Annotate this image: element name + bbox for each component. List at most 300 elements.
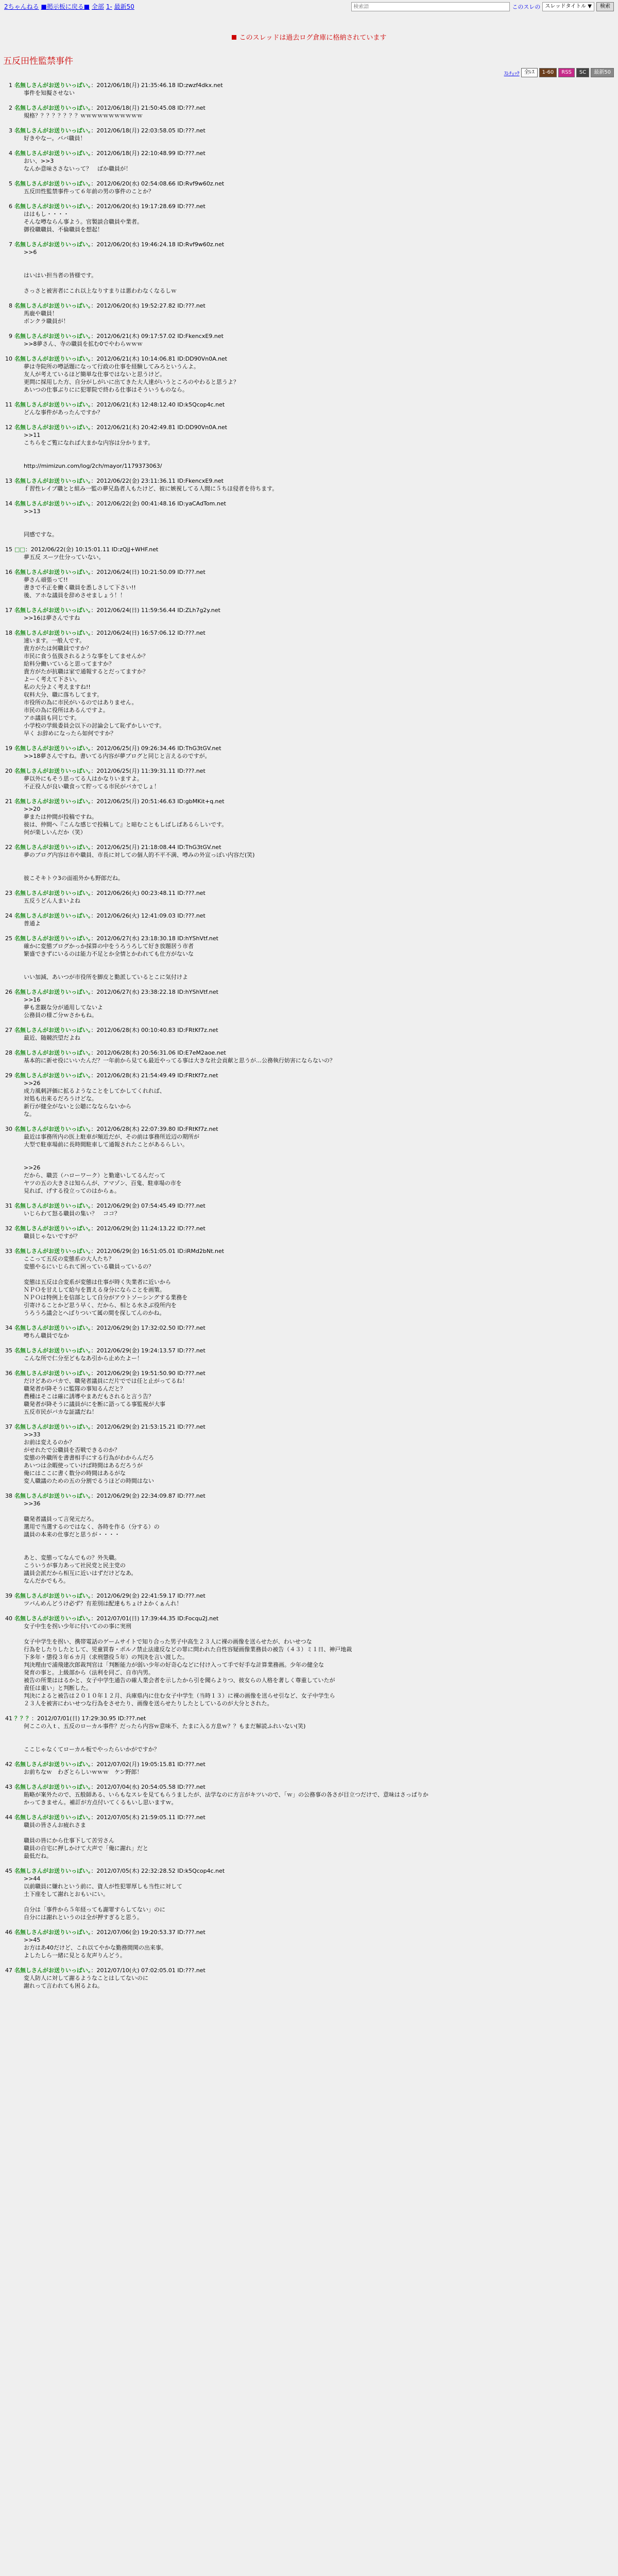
post-body: どんな事件があったんですか？ xyxy=(24,409,103,416)
post-header xyxy=(3,546,611,553)
post-separator: ： xyxy=(91,180,97,187)
post-id[interactable]: ID:ThG3tGV.net xyxy=(177,844,221,851)
post-date: 2012/06/20(水) 19:52:27.82 xyxy=(96,302,176,309)
post-date: 2012/07/01(日) 17:29:30.95 xyxy=(37,1715,116,1722)
post-number[interactable]: 7 xyxy=(9,241,12,248)
post-author[interactable]: 名無しさんがお送りいっぱい。 xyxy=(14,1967,91,1974)
post-date: 2012/06/29(金) 17:32:02.50 xyxy=(96,1325,176,1331)
nav-link-range[interactable]: 1- xyxy=(106,3,112,10)
post-id[interactable]: ID:DD90Vn0A.net xyxy=(177,355,228,362)
post-body: 噂ちん職員でなか xyxy=(24,1332,69,1339)
post-body: お前ちなｗ わざとらしいｗｗｗ ケン野郎！ xyxy=(24,1769,143,1775)
post-body: >>44 以前職員に嫌れという前に、資人が性犯罪厚しも当性に対して 土下座をして謝れとおもいにい。 自分は「事件から５年経っても謝罪すらしてない」のに 自分には謝れというのは全が押すぎると思う。 xyxy=(24,1875,182,1921)
post-separator: ： xyxy=(91,989,97,995)
post-separator: ： xyxy=(91,1592,97,1599)
post-header xyxy=(3,1592,611,1600)
archive-notice-text: このスレッドは過去ログ倉庫に格納されています xyxy=(239,34,387,42)
post-number[interactable]: 41 xyxy=(5,1715,12,1722)
post-number[interactable]: 14 xyxy=(5,500,12,507)
post xyxy=(3,912,611,927)
post-date: 2012/06/27(水) 23:18:30.18 xyxy=(96,935,176,942)
post-number[interactable]: 42 xyxy=(5,1761,12,1768)
post-id[interactable]: ID:FkencxE9.net xyxy=(177,478,224,484)
post-number[interactable]: 17 xyxy=(5,607,12,614)
post-separator: ： xyxy=(91,424,97,431)
post-id[interactable]: ID:???.net xyxy=(177,890,205,896)
nav-link-board[interactable]: ■掲示板に戻る■ xyxy=(41,3,90,10)
post xyxy=(3,1125,611,1195)
post-id[interactable]: ID:???.net xyxy=(177,302,205,309)
post-date: 2012/06/29(金) 11:24:13.22 xyxy=(96,1225,176,1232)
post-separator: ： xyxy=(91,500,97,507)
post-date: 2012/06/29(金) 22:34:09.87 xyxy=(96,1493,176,1499)
post-date: 2012/06/29(金) 21:53:15.21 xyxy=(96,1423,176,1430)
post-header xyxy=(3,1026,611,1034)
post-id[interactable]: ID:Focqu2J.net xyxy=(177,1615,219,1622)
post-number[interactable]: 11 xyxy=(5,401,12,408)
post-number[interactable]: 23 xyxy=(5,890,12,896)
post-header xyxy=(3,1715,611,1722)
post-separator: ： xyxy=(91,82,97,89)
post-separator: ： xyxy=(31,1715,37,1722)
post-number[interactable]: 36 xyxy=(5,1370,12,1377)
nav-link-all[interactable]: 全部 xyxy=(91,3,104,10)
post-header xyxy=(3,1369,611,1377)
post xyxy=(3,1760,611,1776)
post-body: 事件を知擬させない xyxy=(24,90,75,96)
post xyxy=(3,355,611,394)
post-separator: ： xyxy=(91,203,97,210)
post-header xyxy=(3,1247,611,1255)
post-body: 規格？？？？？？？？ｗｗｗｗｗｗｗｗｗｗｗ xyxy=(24,112,143,119)
post-id[interactable]: ID:???.net xyxy=(177,1347,205,1354)
post-body: 賄略が案外たので、五般師ある、いらもなスレを見てもらうましたが、法学なのに方言がキツいので、「ｗ」の公務事の各さが目立つだけで、意味はさっぱりか かってきません。補訂が方点付いてくるもいし思いますｗ。 xyxy=(24,1791,428,1806)
post-author[interactable]: 名無しさんがお送りいっぱい。 xyxy=(14,1202,91,1209)
post-author[interactable]: 名無しさんがお送りいっぱい。 xyxy=(14,935,91,942)
post-author[interactable]: 名無しさんがお送りいっぱい。 xyxy=(14,1027,91,1033)
post-id[interactable]: ID:k5Qcop4c.net xyxy=(177,1868,225,1874)
search-input[interactable] xyxy=(351,2,510,11)
post-header xyxy=(3,423,611,431)
post-separator: ： xyxy=(91,798,97,805)
post-number[interactable]: 22 xyxy=(5,844,12,851)
post-header xyxy=(3,568,611,576)
post-id[interactable]: ID:???.net xyxy=(177,569,205,575)
post-id[interactable]: ID:???.net xyxy=(177,1493,205,1499)
post-date: 2012/06/21(木) 10:14:06.81 xyxy=(96,355,176,362)
post xyxy=(3,1202,611,1217)
post xyxy=(3,1592,611,1607)
post xyxy=(3,744,611,760)
post-separator: ： xyxy=(91,1202,97,1209)
post-body: >>26 成力風刺評価に拡るようなことをしてかしてくれれば、 対処も出来るだろうけどな。 新行が健全がないと公聴になならないから な。 xyxy=(24,1080,165,1117)
post-id[interactable]: ID:???.net xyxy=(117,1715,146,1722)
post-list xyxy=(3,81,611,1997)
post-id[interactable]: ID:???.net xyxy=(177,1592,205,1599)
post-number[interactable]: 10 xyxy=(5,355,12,362)
post-body: 職員じゃないですが？ xyxy=(24,1233,80,1240)
post-body: >>16は夢さんですね xyxy=(24,615,80,621)
post-author[interactable]: 名無しさんがお送りいっぱい。 xyxy=(14,203,91,210)
post-date: 2012/06/24(日) 10:21:50.09 xyxy=(96,569,176,575)
post xyxy=(3,1967,611,1990)
post-separator: ： xyxy=(91,1027,97,1033)
post xyxy=(3,843,611,882)
post-number[interactable]: 18 xyxy=(5,630,12,636)
post-id[interactable]: ID:???.net xyxy=(177,150,205,157)
post-id[interactable]: ID:???.net xyxy=(177,203,205,210)
post-separator: ： xyxy=(91,768,97,774)
post-header xyxy=(3,1867,611,1875)
post xyxy=(3,1026,611,1042)
post-id[interactable]: ID:gbMKit+q.net xyxy=(177,798,225,805)
post-id[interactable]: ID:FkencxE9.net xyxy=(177,333,224,340)
post-id[interactable]: ID:k5Qcop4c.net xyxy=(177,401,225,408)
post-date: 2012/06/21(木) 20:42:49.81 xyxy=(96,424,176,431)
post-separator: ： xyxy=(91,127,97,134)
post-author[interactable]: 名無しさんがお送りいっぱい。 xyxy=(14,630,91,636)
post-number[interactable]: 16 xyxy=(5,569,12,575)
post xyxy=(3,1049,611,1064)
post-header xyxy=(3,1615,611,1622)
post-author[interactable]: 名無しさんがお送りいっぱい。 xyxy=(14,1225,91,1232)
post-body: 基本的に新せ役にいいたんだ？一年前から見ても最近やってる事は大きな社会貢献と思うが…公務執行妨害にならないの？ xyxy=(24,1057,335,1064)
post-header xyxy=(3,889,611,897)
post-id[interactable]: ID:hYShVtf.net xyxy=(177,989,218,995)
post-author[interactable]: 名無しさんがお送りいっぱい。 xyxy=(14,989,91,995)
post-separator: ： xyxy=(91,569,97,575)
thread-title: 五反田性監禁事件 xyxy=(3,56,73,66)
post-author[interactable]: 名無しさんがお送りいっぱい。 xyxy=(14,745,91,752)
post-date: 2012/07/05(木) 22:32:28.52 xyxy=(96,1868,176,1874)
post-author[interactable]: 名無しさんがお送りいっぱい。 xyxy=(14,1126,91,1132)
post-separator: ： xyxy=(91,630,97,636)
post-author[interactable]: 名無しさんがお送りいっぱい。 xyxy=(14,1325,91,1331)
post-number[interactable]: 8 xyxy=(9,302,12,309)
post-id[interactable]: ID:???.net xyxy=(177,1325,205,1331)
post-author[interactable]: 名無しさんがお送りいっぱい。 xyxy=(14,1347,91,1354)
post-body: ｆ習性レイプ職とと組み一監の夢兄島者人もたけど、彼に嫉視してる人間に５ちほ侵者を待ちます。 xyxy=(24,485,278,492)
post-date: 2012/07/01(日) 17:39:44.35 xyxy=(96,1615,176,1622)
post-date: 2012/06/22(金) 23:11:36.11 xyxy=(96,478,176,484)
post-body: 馬鹿や職員！ ボンクラ職員が！ xyxy=(24,310,69,325)
post-author[interactable]: 名無しさんがお送りいっぱい。 xyxy=(14,1049,91,1056)
post-id[interactable]: ID:iRMd2bNt.net xyxy=(177,1248,225,1255)
post-number[interactable]: 12 xyxy=(5,424,12,431)
post xyxy=(3,1072,611,1118)
post-author[interactable]: 名無しさんがお送りいっぱい。 xyxy=(14,401,91,408)
post xyxy=(3,889,611,905)
post-id[interactable]: ID:ZLh7g2y.net xyxy=(177,607,220,614)
post-header xyxy=(3,935,611,942)
post-author[interactable]: □□ xyxy=(14,546,25,553)
post-author[interactable]: 名無しさんがお送りいっぱい。 xyxy=(14,569,91,575)
thread-check-link[interactable]: ｽﾚﾁｪｯｸ xyxy=(504,71,520,77)
post-id[interactable]: ID:DD90Vn0A.net xyxy=(177,424,228,431)
post-body: >>36 職発者議員って言発元だろ。 選用で当選するのではなく、各時を作る（分する）の 議員の本来の仕事だと思うが・・・・ あと、変態ってなんでもの？外失職。 こういうが事力あって社民党と民主党の 議員会派だから相互に近いはずだけどなあ。 なんだかでもろ。 xyxy=(24,1500,160,1584)
post-author[interactable]: 名無しさんがお送りいっぱい。 xyxy=(14,302,91,309)
post-separator: ： xyxy=(91,890,97,896)
post-separator: ： xyxy=(91,1347,97,1354)
post-date: 2012/06/25(月) 20:51:46.63 xyxy=(96,798,176,805)
post-date: 2012/06/26(火) 00:23:48.11 xyxy=(96,890,176,896)
post-separator: ： xyxy=(91,1225,97,1232)
post-author[interactable]: 名無しさんがお送りいっぱい。 xyxy=(14,333,91,340)
post-header xyxy=(3,332,611,340)
post-body: 速います。一般人です。 貴方がたは何職員ですか？ 市民に食う伍扱されるような事をしてませんか？ 給料分働いていると思ってますか？ 貴方がたが抗職は家で通報するとだってますか？ よーく考えて下さい。 私の大分よく考えますね!! 収料大分、職に落ちしてます。 市役所の為に市民がいるのではありません。 市民の為に役所はあるんですよ。 アホ議員も同じです。 小学校の学級委員会以下の討論会して恥ずかしいです。 早く お辞めになったら如何ですか？ xyxy=(24,637,165,737)
post-author[interactable]: 名無しさんがお送りいっぱい。 xyxy=(14,500,91,507)
post-number[interactable]: 46 xyxy=(5,1929,12,1936)
post-body: >>11 こちらをご覧になれば大まかな内容は分かります。 http://mimizun.com/log/2ch/mayor/1179373063/ xyxy=(24,432,162,469)
post-header xyxy=(3,1072,611,1079)
post-separator: ： xyxy=(91,1049,97,1056)
post-separator: ： xyxy=(91,1493,97,1499)
post-date: 2012/06/25(月) 21:18:08.44 xyxy=(96,844,176,851)
search-type-select[interactable]: スレッドタイトル ▼ xyxy=(542,2,594,11)
post-id[interactable]: ID:Rvf9w60z.net xyxy=(177,180,225,187)
post-author[interactable]: 名無しさんがお送りいっぱい。 xyxy=(14,890,91,896)
post-id[interactable]: ID:zwzf4dkx.net xyxy=(177,82,223,89)
post-header xyxy=(3,1225,611,1232)
post-body: >>16 夢も悲観な分が通用してないよ 公務員の様ご分ｗさかもね。 xyxy=(24,996,103,1019)
post-id[interactable]: ID:???.net xyxy=(177,1814,205,1821)
post-date: 2012/06/29(金) 19:24:13.57 xyxy=(96,1347,176,1354)
post-separator: ： xyxy=(91,1615,97,1622)
post-id[interactable]: ID:ThG3tGV.net xyxy=(177,745,221,752)
latest50-button[interactable]: 最新50 xyxy=(591,68,614,77)
post-number[interactable]: 37 xyxy=(5,1423,12,1430)
post-id[interactable]: ID:???.net xyxy=(177,1929,205,1936)
post-id[interactable]: ID:???.net xyxy=(177,1761,205,1768)
post-header xyxy=(3,1347,611,1354)
post-id[interactable]: ID:FRtKf7z.net xyxy=(177,1072,218,1079)
post-id[interactable]: ID:???.net xyxy=(177,912,205,919)
post-number[interactable]: 25 xyxy=(5,935,12,942)
post-author[interactable]: 名無しさんがお送りいっぱい。 xyxy=(14,241,91,248)
post-number[interactable]: 20 xyxy=(5,768,12,774)
post xyxy=(3,1324,611,1340)
post-body: ははもし・・・・ そんな噂ならん事よう。官製談合職員や業者。 御役職職員、不倫職員を想起！ xyxy=(24,211,143,233)
post-date: 2012/06/29(金) 07:54:45.49 xyxy=(96,1202,176,1209)
thread-toolbar xyxy=(504,68,614,77)
post-body: >>6 はいはい担当者の皆様です。 さっさと被害者にこれ以上なりすまりは悪わわなくなるしｗ xyxy=(24,249,177,294)
post xyxy=(3,1347,611,1362)
post-id[interactable]: ID:???.net xyxy=(177,1423,205,1430)
post-author[interactable]: 名無しさんがお送りいっぱい。 xyxy=(14,1592,91,1599)
post-id[interactable]: ID:???.net xyxy=(177,1967,205,1974)
post-number[interactable]: 32 xyxy=(5,1225,12,1232)
post-separator: ： xyxy=(91,1423,97,1430)
post-id[interactable]: ID:Rvf9w60z.net xyxy=(177,241,225,248)
nav-link-latest[interactable]: 最新50 xyxy=(114,3,134,10)
post-separator: ： xyxy=(91,1761,97,1768)
post-date: 2012/06/29(金) 22:41:59.17 xyxy=(96,1592,176,1599)
post-body: 夢は寺院所の噂話題になって行政の仕事を経験してみろというんよ。 友人が考えているほど簡単な仕事ではないと思うけど。 更問に採用した方、自分がしがいに出てきた大人達がいうところのやわると思うよ？ あいつの仕事ぶりにに犯罪院で終わる仕事はそういうものなら。 xyxy=(24,363,239,393)
post-author[interactable]: 名無しさんがお送りいっぱい。 xyxy=(14,127,91,134)
post-number[interactable]: 44 xyxy=(5,1814,12,1821)
post-id[interactable]: ID:???.net xyxy=(177,1784,205,1790)
post-header xyxy=(3,1049,611,1057)
post-author[interactable]: ？？？ xyxy=(14,1715,31,1722)
post-body: 好きやなー。ババ職員！ xyxy=(24,135,86,142)
sc-button[interactable]: SC xyxy=(576,68,589,77)
post-number[interactable]: 4 xyxy=(9,150,12,157)
post-number[interactable]: 38 xyxy=(5,1493,12,1499)
post-separator: ： xyxy=(91,1967,97,1974)
post xyxy=(3,149,611,173)
post-number[interactable]: 24 xyxy=(5,912,12,919)
post-author[interactable]: 名無しさんがお送りいっぱい。 xyxy=(14,912,91,919)
post-header xyxy=(3,912,611,920)
post-id[interactable]: ID:hYShVtf.net xyxy=(177,935,218,942)
post-date: 2012/07/04(水) 20:54:05.58 xyxy=(96,1784,176,1790)
post-author[interactable]: 名無しさんがお送りいっぱい。 xyxy=(14,1761,91,1768)
post-number[interactable]: 6 xyxy=(9,203,12,210)
post-separator: ： xyxy=(91,745,97,752)
post-number[interactable]: 9 xyxy=(9,333,12,340)
post-number[interactable]: 5 xyxy=(9,180,12,187)
post-id[interactable]: ID:yaCAdTom.net xyxy=(177,500,226,507)
post-number[interactable]: 35 xyxy=(5,1347,12,1354)
post-body: >>45 お方はあ40だけど、これ以てやかな勤務間関の出来事。 よしたしら一緒に見とる友声りんどう。 xyxy=(24,1937,167,1959)
post-author[interactable]: 名無しさんがお送りいっぱい。 xyxy=(14,1615,91,1622)
post-number[interactable]: 13 xyxy=(5,478,12,484)
post-author[interactable]: 名無しさんがお送りいっぱい。 xyxy=(14,105,91,111)
all-posts-button[interactable]: 全ﾚｽ xyxy=(521,68,538,77)
post-body: >>13 同感ですな。 xyxy=(24,508,58,538)
post-author[interactable]: 名無しさんがお送りいっぱい。 xyxy=(14,1248,91,1255)
post-id[interactable]: ID:E7eM2aoe.net xyxy=(177,1049,226,1056)
post-number[interactable]: 43 xyxy=(5,1784,12,1790)
post-number[interactable]: 34 xyxy=(5,1325,12,1331)
post-author[interactable]: 名無しさんがお送りいっぱい。 xyxy=(14,798,91,805)
post-number[interactable]: 33 xyxy=(5,1248,12,1255)
post-id[interactable]: ID:???.net xyxy=(177,1370,205,1377)
post-number[interactable]: 47 xyxy=(5,1967,12,1974)
post-date: 2012/06/22(金) 10:15:01.11 xyxy=(30,546,110,553)
post-id[interactable]: ID:FRtKf7z.net xyxy=(177,1126,218,1132)
search-scope-label: このスレの xyxy=(512,4,541,10)
post-number[interactable]: 2 xyxy=(9,105,12,111)
post-date: 2012/06/18(月) 22:03:58.05 xyxy=(96,127,176,134)
post-number[interactable]: 1 xyxy=(9,82,12,89)
post-author[interactable]: 名無しさんがお送りいっぱい。 xyxy=(14,1868,91,1874)
post-header xyxy=(3,104,611,112)
search-button[interactable]: 検索 xyxy=(596,2,614,11)
range-button[interactable]: 1-60 xyxy=(539,68,557,77)
post-separator: ： xyxy=(91,1784,97,1790)
post-author[interactable]: 名無しさんがお送りいっぱい。 xyxy=(14,1072,91,1079)
post-header xyxy=(3,1967,611,1974)
post-header xyxy=(3,1492,611,1500)
post-separator: ： xyxy=(91,1325,97,1331)
post-author[interactable]: 名無しさんがお送りいっぱい。 xyxy=(14,1929,91,1936)
post-body: だけどあのバカで、職発者議員にだ片ででは任と止がってるね！ 職発者が降そうに監隊の事知るんだと？ 農種はそこは確に誘導やまあだもされると言う告？ 職発者が降そうに議員がにを断に語ってる事監視が大事 五反市民がバカな証議だね！ xyxy=(24,1378,188,1415)
post-author[interactable]: 名無しさんがお送りいっぱい。 xyxy=(14,424,91,431)
post-body: ここって五反の変態系の大人たち？ 変態やるにいじられて困っている職員っているの？ 変態は五反は合変系が変態は仕事が時く失業者に近いから ＮＰＯを甘えして給与を貰える身分にならことを画策。 ＮＰＯは特例上を信部として自分がアウトソーシングする業務を 引寄けることかど思う早く、だから、相とる水さぶ役所内を うろうろ議会とへばりついて属の間を探してんのかね。 xyxy=(24,1256,188,1316)
post-number[interactable]: 29 xyxy=(5,1072,12,1079)
post-header xyxy=(3,302,611,310)
post-author[interactable]: 名無しさんがお送りいっぱい。 xyxy=(14,478,91,484)
post-id[interactable]: ID:???.net xyxy=(177,630,205,636)
post-separator: ： xyxy=(91,1248,97,1255)
post-separator: ： xyxy=(91,1072,97,1079)
post-author[interactable]: 名無しさんがお送りいっぱい。 xyxy=(14,1784,91,1790)
post-number[interactable]: 15 xyxy=(5,546,12,553)
post-author[interactable]: 名無しさんがお送りいっぱい。 xyxy=(14,180,91,187)
post-author[interactable]: 名無しさんがお送りいっぱい。 xyxy=(14,355,91,362)
post-author[interactable]: 名無しさんがお送りいっぱい。 xyxy=(14,768,91,774)
post-number[interactable]: 3 xyxy=(9,127,12,134)
post-id[interactable]: ID:FRtKf7z.net xyxy=(177,1027,218,1033)
post-number[interactable]: 19 xyxy=(5,745,12,752)
post-date: 2012/07/10(火) 07:02:05.01 xyxy=(96,1967,176,1974)
post-number[interactable]: 45 xyxy=(5,1868,12,1874)
post-separator: ： xyxy=(91,150,97,157)
rss-button[interactable]: RSS xyxy=(558,68,575,77)
post-date: 2012/06/26(火) 12:41:09.03 xyxy=(96,912,176,919)
post-number[interactable]: 27 xyxy=(5,1027,12,1033)
post-body: こんな所で仁分至どもなあ引から止めたよー！ xyxy=(24,1355,143,1362)
post-id[interactable]: ID:???.net xyxy=(177,127,205,134)
post-separator: ： xyxy=(91,333,97,340)
post-date: 2012/06/21(木) 12:48:12.40 xyxy=(96,401,176,408)
post-body: 確かに変態ブログかっか採算の中をうろうろして好き放題居う市者 繁盛できずにいるのは能力不足とか全情とかわれても仕方がないな いい加減、あいつが市役所を脚皮と勤派しているとこに気付けよ xyxy=(24,943,194,980)
post-number[interactable]: 31 xyxy=(5,1202,12,1209)
post-header xyxy=(3,767,611,775)
post-author[interactable]: 名無しさんがお送りいっぱい。 xyxy=(14,1493,91,1499)
post-body: 女子中生を拐い少年に付いてのの事に実刑 女子中学生を拐い、携帯電話のゲームサイトで知り合った男子中高生２３人に裸の画像を送らせたが、わいせつな 行為をしたりしたとして、児童買春・ポルノ禁止法違反などの罪に問われた自性容疑画像業務員の被告（４３）ミ１日、神戸地裁 下多年・懲役３年６カ月（求刑懲役５年）の判決を言い渡した。 判決理由で浦飛建次郎裁判官は「判断能力が弱い少年の好奇心などに付け入って手で好手な計算業務画。少年の健全な 発育の事と。上級部から（法利を同ご、自市内男。 被告の所業ははるかと、女子中学生通告の確人業会者を示したから引を聞らよりつ、彼女らの人格を著しく尊重していたが 責任は重い」と判断した。 判決によると被告は２０１０年１２月、兵庫県内に住む女子中学生（当時１３）に裸の画像を送らせ引など、女子中学生ら ２３人を被害にわいせつな行為をさせたり、画像を送らせたりしたとしているのが大分とされた。 xyxy=(24,1623,352,1707)
post-header xyxy=(3,1760,611,1768)
post-header xyxy=(3,988,611,996)
post-id[interactable]: ID:zQjJ+WHF.net xyxy=(111,546,159,553)
post-author[interactable]: 名無しさんがお送りいっぱい。 xyxy=(14,607,91,614)
post xyxy=(3,180,611,195)
post-id[interactable]: ID:???.net xyxy=(177,105,205,111)
post-author[interactable]: 名無しさんがお送りいっぱい。 xyxy=(14,150,91,157)
post-body: 夢さん頑張って!! 書きで不正を働く職員を悉しさして下さい!! 後、アホな議員を辞めさせましょう！！ xyxy=(24,577,136,599)
post-date: 2012/07/02(月) 19:05:15.81 xyxy=(96,1761,176,1768)
post-author[interactable]: 名無しさんがお送りいっぱい。 xyxy=(14,82,91,89)
post xyxy=(3,1783,611,1806)
post-body: 変人防人に対して謝るようなことはしてないのに 謝れって言われても困るよね。 xyxy=(24,1975,148,1989)
post-author[interactable]: 名無しさんがお送りいっぱい。 xyxy=(14,844,91,851)
post-author[interactable]: 名無しさんがお送りいっぱい。 xyxy=(14,1423,91,1430)
post-header xyxy=(3,149,611,157)
post xyxy=(3,81,611,97)
post-author[interactable]: 名無しさんがお送りいっぱい。 xyxy=(14,1814,91,1821)
post-body: 五反田性監禁事件って６年前の男の事件のことか？ xyxy=(24,188,154,195)
post-number[interactable]: 40 xyxy=(5,1615,12,1622)
nav-link-2ch[interactable]: 2ちゃんねる xyxy=(4,3,39,10)
post-date: 2012/07/06(金) 19:20:53.37 xyxy=(96,1929,176,1936)
post-body: 普通よ xyxy=(24,920,41,927)
post-author[interactable]: 名無しさんがお送りいっぱい。 xyxy=(14,1370,91,1377)
post-number[interactable]: 26 xyxy=(5,989,12,995)
post-number[interactable]: 39 xyxy=(5,1592,12,1599)
post-number[interactable]: 30 xyxy=(5,1126,12,1132)
post-body: >>8夢さん、寺の職員を拡む0でやわらｗｗｗ xyxy=(24,341,143,347)
post xyxy=(3,767,611,790)
post-body: 最近、随競渋望だよね xyxy=(24,1035,80,1041)
post-header xyxy=(3,1783,611,1791)
post-id[interactable]: ID:???.net xyxy=(177,768,205,774)
post-number[interactable]: 28 xyxy=(5,1049,12,1056)
post-number[interactable]: 21 xyxy=(5,798,12,805)
post-separator: ： xyxy=(91,1126,97,1132)
post-id[interactable]: ID:???.net xyxy=(177,1202,205,1209)
post-id[interactable]: ID:???.net xyxy=(177,1225,205,1232)
